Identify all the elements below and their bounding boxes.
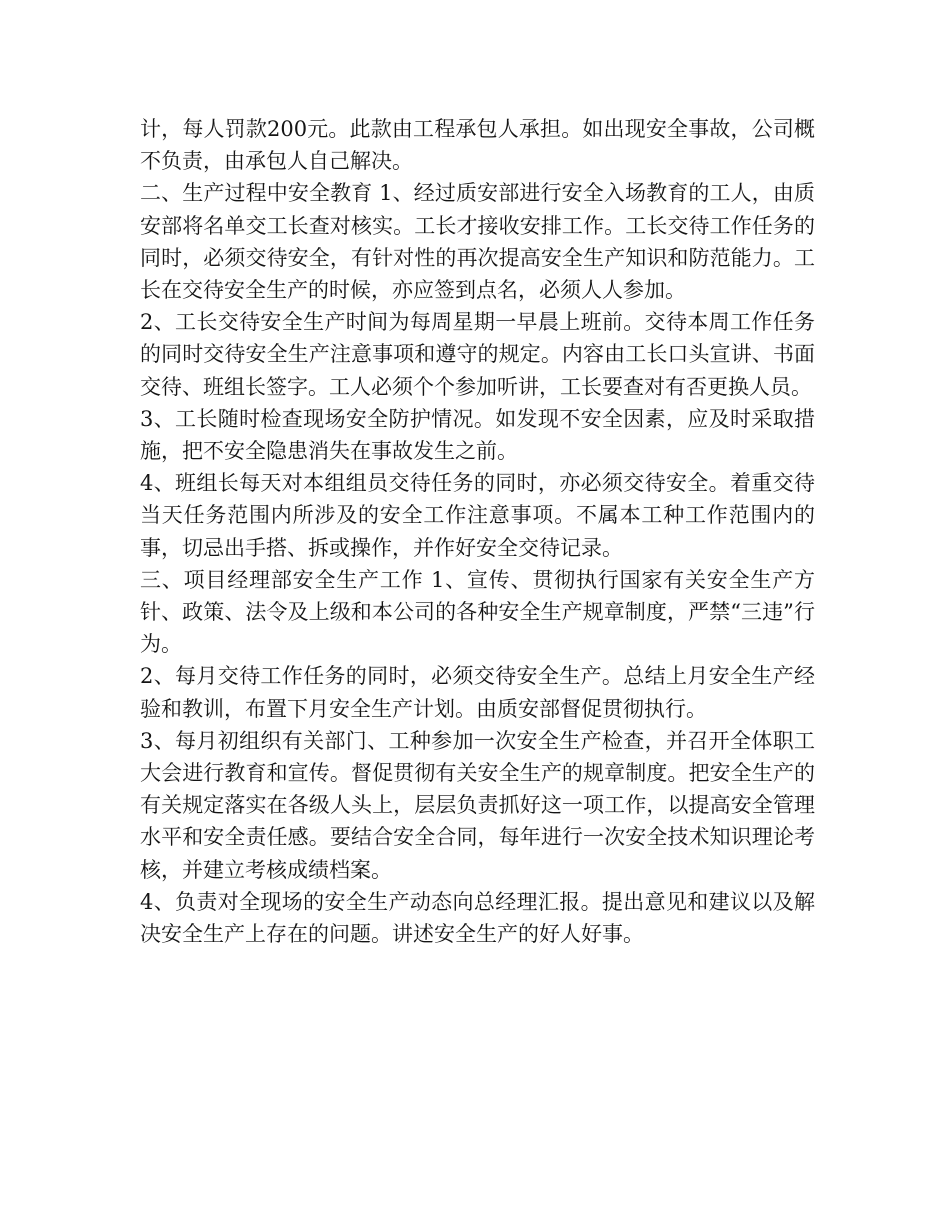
paragraph-project-department: 三、项目经理部安全生产工作 1、宣传、贯彻执行国家有关安全生产方针、政策、法令及上级和本公司的各种安全生产规章制度，严禁“三违”行为。	[140, 567, 815, 657]
paragraph-site-inspection: 3、工长随时检查现场安全防护情况。如发现不安全因素，应及时采取措施，把不安全隐患消失在事故发生之前。	[140, 406, 815, 464]
paragraph-weekly-briefing: 2、工长交待安全生产时间为每周星期一早晨上班前。交待本周工作任务的同时交待安全生产注意事项和遵守的规定。内容由工长口头宣讲、书面交待、班组长签字。工人必须个个参加听讲，工长要查对有否更换人员。	[140, 310, 815, 399]
paragraph-penalty-clause: 计，每人罚款200元。此款由工程承包人承担。如出现安全事故，公司概不负责，由承包人自己解决。	[140, 117, 815, 174]
paragraph-team-leader-duty: 4、班组长每天对本组组员交待任务的同时，亦必须交待安全。着重交待当天任务范围内所涉及的安全工作注意事项。不属本工种工作范围内的事，切忌出手搭、拆或操作，并作好安全交待记录。	[140, 471, 815, 560]
paragraph-reporting: 4、负责对全现场的安全生产动态向总经理汇报。提出意见和建议以及解决安全生产上存在的问题。讲述安全生产的好人好事。	[140, 889, 815, 947]
document-body	[140, 113, 815, 950]
paragraph-monthly-briefing: 2、每月交待工作任务的同时，必须交待安全生产。总结上月安全生产经验和教训，布置下月安全生产计划。由质安部督促贯彻执行。	[140, 664, 815, 721]
paragraph-safety-education: 二、生产过程中安全教育 1、经过质安部进行安全入场教育的工人，由质安部将名单交工长查对核实。工长才接收安排工作。工长交待工作任务的同时，必须交待安全，有针对性的再次提高安全生产知识和防范能力。工长在交待安全生产的时候，亦应签到点名，必须人人参加。	[140, 181, 815, 303]
paragraph-monthly-check: 3、每月初组织有关部门、工种参加一次安全生产检查，并召开全体职工大会进行教育和宣传。督促贯彻有关安全生产的规章制度。把安全生产的有关规定落实在各级人头上，层层负责抓好这一项工作，以提高安全管理水平和安全责任感。要结合安全合同，每年进行一次安全技术知识理论考核，并建立考核成绩档案。	[140, 728, 815, 882]
